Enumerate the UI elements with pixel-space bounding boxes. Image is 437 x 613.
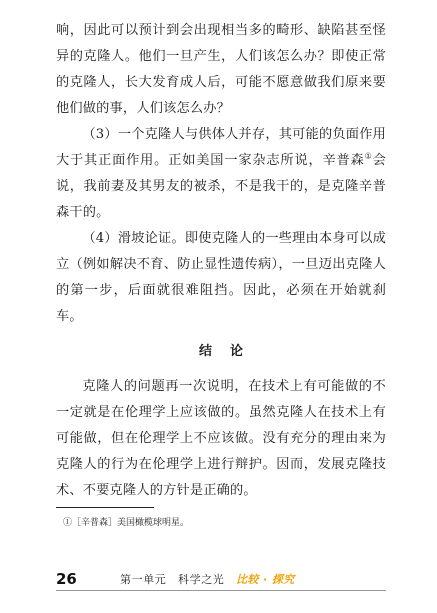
paragraph-point-3 <box>56 122 386 226</box>
footnote-text: ①［辛普森］美国橄榄球明星。 <box>63 518 190 528</box>
unit-title: 第一单元 科学之光 <box>120 573 225 586</box>
footer-divider <box>56 590 386 591</box>
main-text <box>56 18 386 504</box>
footnote-marker[interactable]: ① <box>364 151 373 161</box>
page-footer <box>0 563 437 593</box>
section-tag: 比较 · 探究 <box>236 573 295 586</box>
paragraph-point-3-text-b: 会说，我前妻及其男友的被杀，不是我干的，是克隆辛普森干的。 <box>56 153 386 220</box>
footnote-divider <box>56 507 154 508</box>
paragraph-continuation: 响，因此可以预计到会出现相当多的畸形、缺陷甚至怪异的克隆人。他们一旦产生，人们该怎么办？即使正常的克隆人，长大发育成人后，可能不愿意做我们原来要他们做的事，人们该怎么办？ <box>56 23 386 116</box>
paragraph-conclusion: 克隆人的问题再一次说明，在技术上有可能做的不一定就是在伦理学上应该做的。虽然克隆人在技术上有可能做，但在伦理学上不应该做。没有充分的理由来为克隆人的行为在伦理学上进行辩护。因而，发展克隆技术、不要克隆人的方针是正确的。 <box>56 379 386 498</box>
paragraph-point-3-text-a: （3）一个克隆人与供体人并存，其可能的负面作用大于其正面作用。正如美国一家杂志所说，辛普森 <box>56 127 386 168</box>
page-number: 26 <box>56 570 77 588</box>
section-heading-conclusion: 结论 <box>198 344 261 359</box>
paragraph-point-4: （4）滑坡论证。即使克隆人的一些理由本身可以成立（例如解决不育、防止显性遗传病），一旦迈出克隆人的第一步，后面就很难阻挡。因此，必须在开始就刹车。 <box>56 231 386 324</box>
